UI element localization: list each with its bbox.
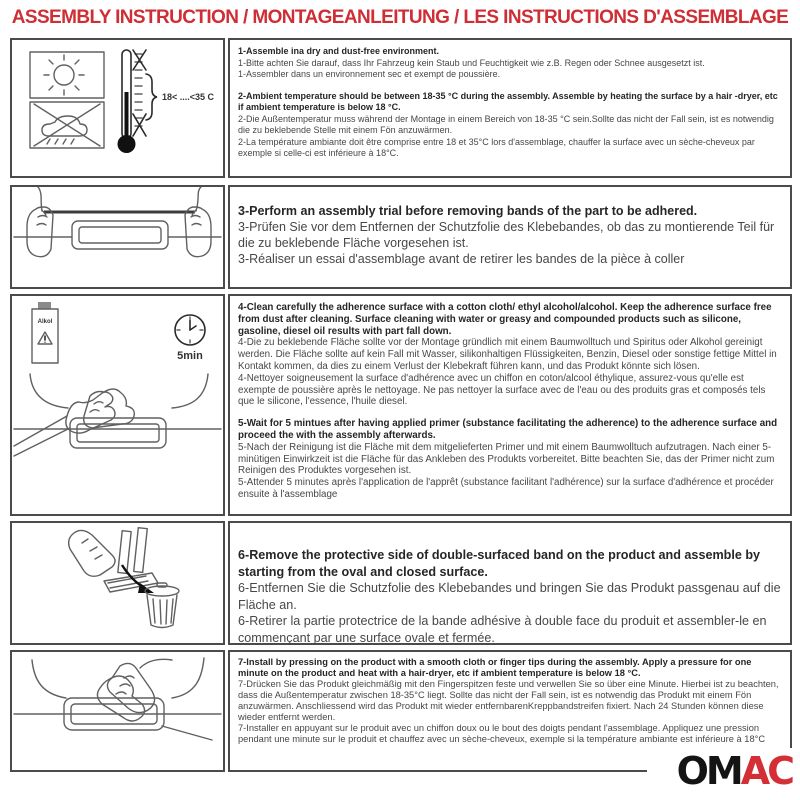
brand-logo-red-part: AC [740,749,792,793]
item1-de: 1-Bitte achten Sie darauf, dass Ihr Fahrzeug kein Staub und Feuchtigkeit wie z.B. Regen oder Schnee ausgesetzt ist. [238,57,705,68]
item1-en: 1-Assemble ina dry and dust-free environment. [238,46,440,56]
brand-logo-black-part: OM [676,749,741,793]
instruction-item-4 [238,302,782,408]
wiping-hand-icon [14,389,134,456]
instructions-step-6 [228,521,792,645]
illustration-clean-surface [10,294,225,516]
instruction-item-2 [238,91,782,160]
peeling-hand-icon [69,530,115,576]
no-rain-icon [30,102,104,148]
tape-strips-icon [104,528,158,592]
item1-fr: 1-Assembler dans un environnement sec et exempt de poussière. [238,69,501,79]
cloth-hand-icon [97,659,172,721]
item3-en: 3-Perform an assembly trial before removing bands of the part to be adhered. [238,204,698,218]
item2-de: 2-Die Außentemperatur muss während der Montage in einem Bereich von 18-35 °C sein.Sollte das nicht der Fall sein, ist es notwendig die zu beklebende Stelle mit einem Fön anzuwärmen. [238,113,774,135]
item5-fr: 5-Attender 5 minutes après l'application de l'apprêt (substance facilitant l'adhérence) sur la surface d'adhérence et procéder ensuite à l'assemblage [238,477,774,500]
instruction-item-7 [238,657,782,745]
item4-fr: 4-Nettoyer soigneusement la surface d'adhérence avec un chiffon en coton/alcool éthylique, assurez-vous qu'elle est exempte de poussière après le nettoyage. Ne pas nettoyer la surface avec de l'eau ou des produits gras et composés tels que le silicone, l'essence, l'huile diesel. [238,372,766,408]
item6-en: 6-Remove the protective side of double-surfaced band on the product and assemble by starting from the oval and closed surface. [238,548,761,579]
item2-en: 2-Ambient temperature should be between 18-35 °C during the assembly. Assemble by heating the surface by a hair -dryer, etc if ambient temperature is below 18 °C. [238,90,778,112]
hands-holding-trim-icon [12,187,223,287]
pressing-hand-icon [12,652,223,770]
item7-de: 7-Drücken Sie das Produkt gleichmäßig mit den Fingerspitzen feste und verwellen Sie so über eine Minute. Hierbei ist zu beachten, dass die Außentemperatur zwischen 18-35°C liegt. Sollte das nicht der Fall sein, ist es notwendig das Produkt mit einem Fön anzuwärmen. Anschliessend wird das Produkt mit wieder entfernbarenKreppbandstreifen fixiert. Nach 24 Stunden können diese wieder entfernt werden. [238,679,779,722]
item3-fr: 3-Réaliser un essai d'assemblage avant de retirer les bandes de la pièce à coller [238,252,685,266]
instructions-step-1-2 [228,38,792,178]
instruction-item-5 [238,418,782,501]
trim-plate-icon [72,221,168,249]
clock-icon [175,315,205,362]
page-title: ASSEMBLY INSTRUCTION / MONTAGEANLEITUNG / LES INSTRUCTIONS D'ASSEMBLAGE [11,7,789,28]
illustration-assembly-trial [10,185,225,289]
instructions-step-4-5 [228,294,792,516]
instruction-item-3 [238,203,782,267]
trash-bin-icon [145,583,179,628]
item4-en: 4-Clean carefully the adherence surface with a cotton cloth/ ethyl alcohol/alcohol. Keep the adherence surface free from dust after cleaning. Surface cleaning with water or greasy and compounded products such as silicone, gasoline, diesel oil results with part fall down. [238,302,772,337]
item6-de: 6-Entfernen Sie die Schutzfolie des Klebebandes und bringen Sie das Produkt passgenau auf die Fläche an. [238,581,781,612]
item2-fr: 2-La température ambiante doit être comprise entre 18 et 35°C lors d'assemblage, chauffer la surface avec un sèche-cheveux par exemple si celle-ci est inférieure à 18°C. [238,136,755,158]
item6-fr: 6-Retirer la partie protectrice de la bande adhésive à double face du produit et assembler-le en commençant par une surface ovale et fermée. [238,614,767,645]
peel-tape-trash-icon [12,523,223,643]
item7-en: 7-Install by pressing on the product with a smooth cloth or finger tips during the assembly. Apply a pressure for one minute on the product and heat with a hair-dryer, etc if ambient temperature is below 18 °C. [238,657,752,678]
climate-thermometer-graphic [12,40,223,176]
cleaning-graphic [12,296,223,514]
illustration-remove-band [10,521,225,645]
instructions-step-3 [228,185,792,289]
bottle-label: Alkol [37,319,53,325]
illustration-climate-conditions [10,38,225,178]
right-hand-icon [185,207,211,257]
item5-de: 5-Nach der Reinigung ist die Fläche mit dem mitgelieferten Primer und mit einem Baumwolltuch aufzutragen. Nach einer 5-minütigen Einwirkzeit ist die Fläche für das Ankleben des Produkts vorbereitet. Bitte beachten Sie, das der Primer nicht zum Reinigen des Produktes vorgesehen ist. [238,441,775,477]
item7-fr: 7-Installer en appuyant sur le produit avec un chiffon doux ou le bout des doigts pendant l'assemblage. Appliquez une pression pendant une minute sur le produit et chauffez avec un sèche-cheveux, exemple si la température ambiante est inférieure à 18°C [238,723,766,744]
item5-en: 5-Wait for 5 mintues after having applied primer (substance facilitating the adherence) to the adherence surface and proceed the with the assembly afterwards. [238,418,778,441]
thermometer-icon [118,50,215,153]
left-hand-icon [27,207,53,257]
instruction-item-1 [238,46,782,81]
item3-de: 3-Prüfen Sie vor dem Entfernen der Schutzfolie des Klebebandes, ob das zu montierende Teil für die zu beklebende Fläche vorgesehen ist. [238,220,775,250]
item4-de: 4-Die zu beklebende Fläche sollte vor der Montage gründlich mit einem Baumwolltuch und Spiritus oder Alkohol gereinigt werden. Die Fläche sollte auf kein Fall mit Wasser, silikonhaltigen Flüssigkeiten, Benzin, Diesel oder sonstige fettige Mittel in Kontakt kommen, da dies zu einem Verlust der Klebekraft führen kann, und das Produkt könnte sich lösen. [238,337,777,372]
thermometer-range-label: 18< ....<35 C [162,92,215,102]
illustration-press-install [10,650,225,772]
instruction-item-6 [238,547,782,646]
brand-logo [647,748,792,794]
alcohol-bottle-icon [32,302,58,363]
sun-icon [30,52,104,98]
clock-label: 5min [177,350,203,362]
